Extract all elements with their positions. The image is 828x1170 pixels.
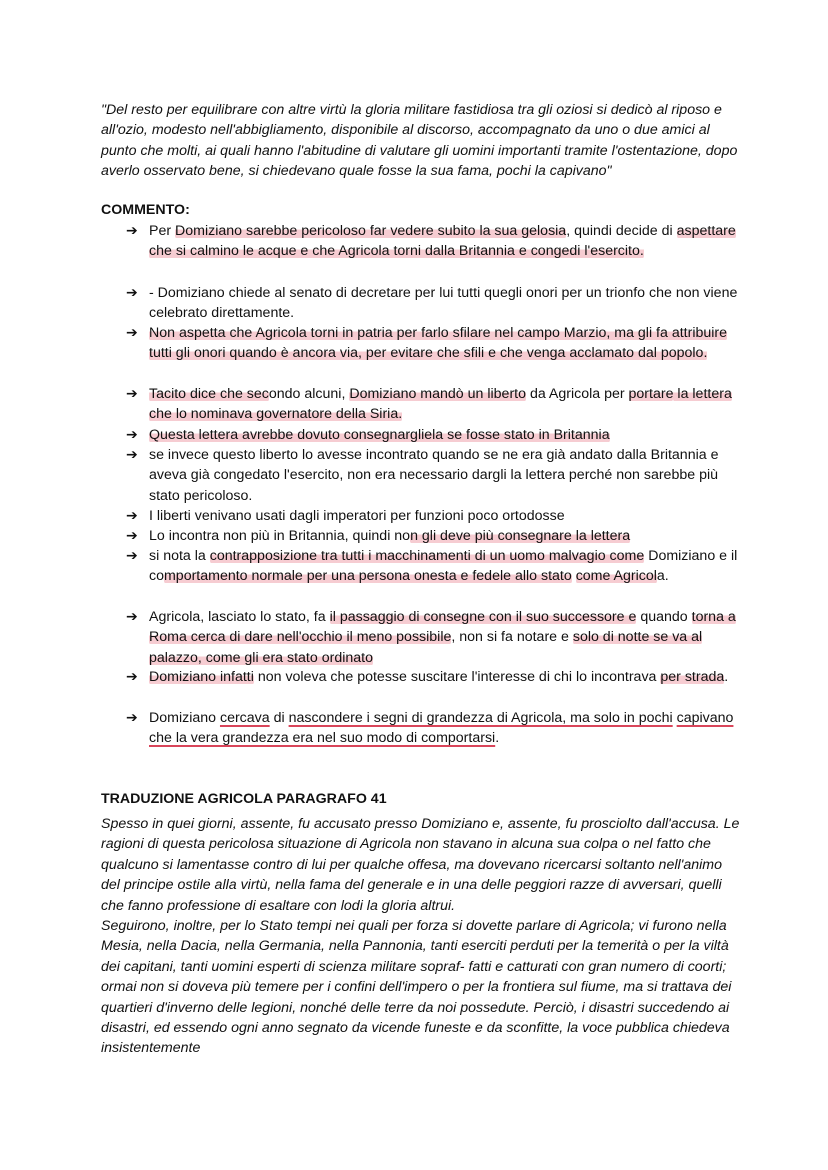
underlined-text: capivano che la vera grandezza era nel suo modo di comportarsi (149, 710, 734, 747)
arrow-right-icon: ➔ (126, 447, 138, 463)
text-segment: si nota la (149, 548, 210, 564)
translation-heading: TRADUZIONE AGRICOLA PARAGRAFO 41 (101, 791, 387, 807)
comment-text (149, 526, 739, 546)
text-segment: Domiziano e il co (149, 548, 738, 585)
underlined-text: nascondere i segni di grandezza di Agricola, ma solo in pochi (288, 710, 673, 726)
highlighted-text: torna a Roma cerca di dare nell'occhio il meno possibile (149, 609, 736, 646)
text-segment: di (269, 710, 289, 726)
highlighted-text: Tacito dice che sec (149, 386, 269, 402)
arrow-right-icon: ➔ (126, 386, 138, 402)
highlighted-text: contrapposizione tra tutti i macchinamenti di un uomo malvagio come (209, 548, 645, 564)
arrow-right-icon: ➔ (126, 285, 138, 301)
comment-text (149, 221, 739, 262)
latin-quote-translation: "Del resto per equilibrare con altre virtù la gloria militare fastidiosa tra gli oziosi si dedicò al riposo e all'ozio, modesto nell'abbigliamento, disponibile al discorso, accompagnato da uno o due amici al punto che molti, ai quali hanno l'abitudine di valutare gli uomini importanti tramite l'ostentazione, dopo averlo osservato bene, si chiedevano quale fosse la sua fama, pochi la capivano" (101, 102, 738, 180)
text-segment: . (724, 669, 729, 685)
text-segment: Agricola, lasciato lo stato, fa (149, 609, 330, 625)
text-segment: - Domiziano chiede al senato di decretare per lui tutti quegli onori per un trionfo che non viene celebrato direttamente. (149, 285, 738, 322)
comment-text (149, 607, 739, 668)
text-segment: Lo incontra non più in Britannia, quindi no (149, 528, 411, 544)
highlighted-text: il passaggio di consegne con il suo successore e (329, 609, 637, 625)
comment-text (149, 667, 739, 687)
comment-text (149, 445, 739, 506)
text-segment: Per (149, 223, 176, 239)
arrow-right-icon: ➔ (126, 609, 138, 625)
highlighted-text: Non aspetta che Agricola torni in patria per farlo sfilare nel campo Marzio, ma gli fa attribuire tutti gli onori quando è ancora via, per evitare che sfili e che venga acclamato dal popolo. (149, 325, 728, 362)
text-segment: I liberti venivano usati dagli imperatori per funzioni poco ortodosse (149, 508, 565, 524)
text-segment: a. (656, 568, 669, 585)
arrow-right-icon: ➔ (126, 710, 138, 726)
text-segment: . (495, 730, 500, 747)
text-segment: , quindi decide di (566, 223, 677, 239)
text-segment: se invece questo liberto lo avesse incontrato quando se ne era già andato dalla Britannia e aveva già congedato l'esercito, non era necessario dargli la lettera perché non sarebbe più stato pericoloso. (149, 447, 719, 504)
text-segment: non voleva che potesse suscitare l'interesse di chi lo incontrava (253, 669, 661, 685)
text-segment: quando (636, 609, 692, 625)
translation-paragraph: Spesso in quei giorni, assente, fu accusato presso Domiziano e, assente, fu prosciolto dall'accusa. Le ragioni di questa pericolosa situazione di Agricola non stavano in alcuna sua colpa o nel fatto che qualcuno si lamentasse contro di lui per qualche offesa, ma dovevano ricercarsi soltanto nell'animo del principe ostile alla virtù, nella fama del generale e in una delle peggiori razze di avversari, quelli che fanno professione di esaltare con lodi la gloria altrui. (101, 816, 740, 914)
comment-text (149, 425, 739, 445)
highlighted-text: portare (628, 386, 674, 402)
text-segment: , non si fa notare e (451, 629, 573, 646)
comment-text (149, 506, 739, 526)
highlighted-text: per strada (660, 669, 725, 685)
translation-paragraph: Seguirono, inoltre, per lo Stato tempi nei quali per forza si dovette parlare di Agricola; vi furono nella Mesia, nella Dacia, nella Germania, nella Pannonia, tanti eserciti perduti per la temerità o per la viltà dei capitani, tanti uomini esperti di scienza militare sopraf- fatti e catturati con gran numero di coorti; ormai non si doveva più temere per i confini dell'impero o per la frontiera sul fiume, ma si trattava dei quartieri d'inverno delle legioni, nonché delle terre da noi possedute. Perciò, i disastri succedendo ai disastri, ed essendo ogni anno segnato da vicende funeste e da sconfitte, la voce pubblica chiedeva insistentemente (101, 918, 732, 1057)
highlighted-text: come Agricol (575, 568, 657, 585)
comment-heading: COMMENTO: (101, 202, 190, 218)
highlighted-text: la lettera che lo nominava governatore della Siria. (149, 386, 732, 423)
arrow-right-icon: ➔ (126, 548, 138, 564)
comment-text (149, 546, 739, 587)
highlighted-text: solo di notte se va al palazzo, come gli era stato ordinato (149, 629, 703, 666)
highlighted-text: Domiziano infatti (149, 669, 254, 685)
arrow-right-icon: ➔ (126, 223, 138, 239)
highlighted-text: n gli deve più consegnare la lettera (410, 528, 631, 544)
arrow-right-icon: ➔ (126, 427, 138, 443)
highlighted-text: Domiziano mandò un liberto (349, 386, 526, 402)
arrow-right-icon: ➔ (126, 325, 138, 341)
comment-text (149, 283, 739, 324)
highlighted-text: aspettare che si calmino le acque e che Agricola torni dalla Britannia e congedi l'esercito. (149, 223, 736, 260)
highlighted-text: Domiziano sarebbe pericoloso far vedere subito la sua gelosia (175, 223, 567, 239)
text-segment: ondo alcuni, (268, 386, 350, 402)
arrow-right-icon: ➔ (126, 669, 138, 685)
comment-text (149, 708, 739, 749)
highlighted-text: mportamento normale per una persona onesta e fedele allo stato (163, 568, 572, 585)
arrow-right-icon: ➔ (126, 528, 138, 544)
arrow-right-icon: ➔ (126, 508, 138, 524)
translation-body (101, 814, 741, 1059)
text-segment: da Agricola per (526, 386, 629, 402)
highlighted-text: Questa lettera avrebbe dovuto consegnargliela se fosse stato in Britannia (149, 427, 610, 443)
comment-text (149, 384, 739, 425)
underlined-text: cercava (219, 710, 270, 726)
comment-text (149, 323, 739, 364)
text-segment: Domiziano (149, 710, 220, 726)
